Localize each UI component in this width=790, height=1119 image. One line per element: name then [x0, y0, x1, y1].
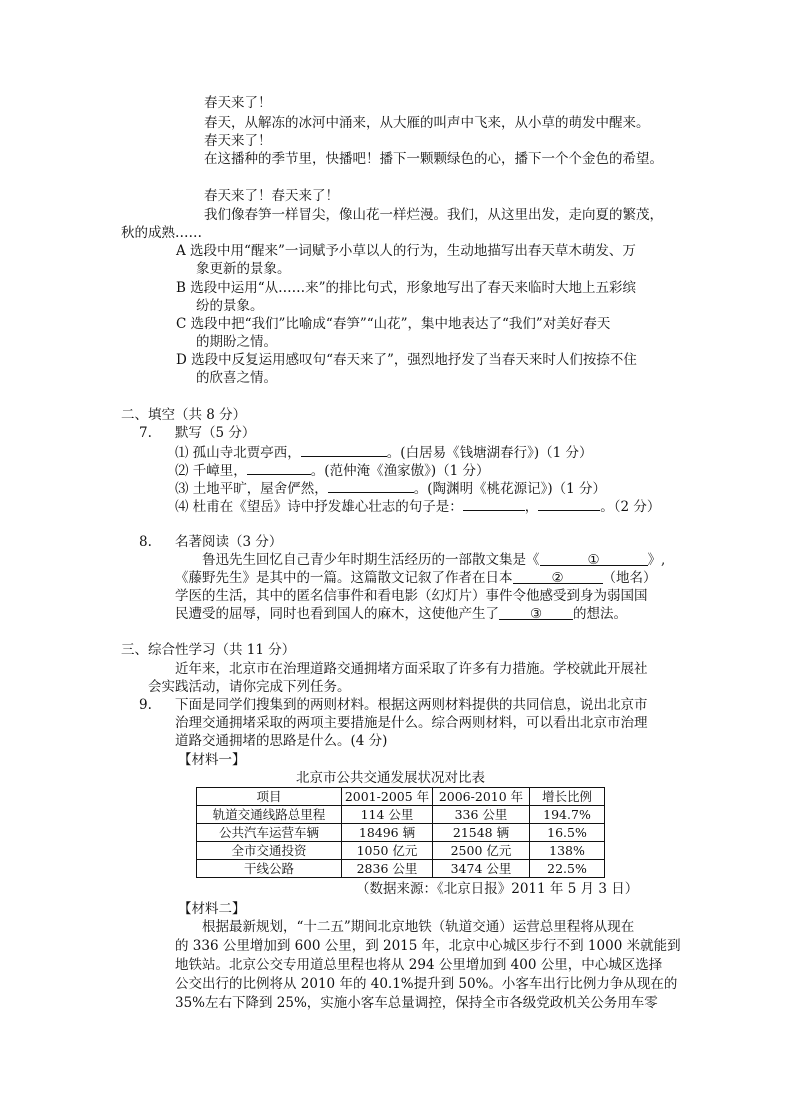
option-b-line-1: B 选段中运用“从……来”的排比句式，形象地写出了春天来临时大地上五彩缤 [176, 280, 637, 296]
table-title: 北京市公共交通发展状况对比表 [296, 770, 485, 786]
question-9-number: 9. [139, 697, 152, 713]
material-2-label: 【材料二】 [178, 901, 246, 917]
q8-line-1-text: 鲁迅先生回忆自己青少年时期生活经历的一部散文集是《 [202, 552, 540, 568]
option-a-line-1: A 选段中用“醒来”一词赋予小草以人的行为，生动地描写出春天草木萌发、万 [176, 243, 636, 259]
question-8-title: 名著阅读（3 分） [175, 534, 283, 550]
q8-line-3: 学医的生活，其中的匿名信事件和看电影（幻灯片）事件令他感受到身为弱国国 [175, 588, 648, 604]
material-2-line-4: 公交出行的比例将从 2010 年的 40.1%提升到 50%。小客车出行比例力争从现在的 [175, 976, 678, 992]
option-d-line-1: D 选段中反复运用感叹句“春天来了”，强烈地抒发了当春天来时人们按捺不住 [176, 352, 637, 368]
table-row [197, 842, 605, 860]
table-source: （数据来源：《北京日报》2011 年 5 月 3 日） [356, 881, 639, 897]
q7-item-1 [175, 442, 592, 462]
q8-line-4-text: 民遭受的屈辱，同时也看到国人的麻木，这使他产生了 [175, 606, 499, 622]
section-3-intro-line-1: 近年来，北京市在治理道路交通拥堵方面采取了许多有力措施。学校就此开展社 [175, 661, 648, 677]
table-row [197, 824, 605, 842]
q7-item-3-blank[interactable] [328, 478, 414, 493]
table-cell: 干线公路 [197, 860, 342, 878]
table-header-row [197, 788, 605, 806]
option-a-line-2: 象更新的景象。 [196, 261, 291, 277]
table-header-cell: 2001-2005 年 [342, 788, 433, 806]
table-cell: 3474 公里 [433, 860, 530, 878]
q8-blank-2[interactable] [513, 569, 603, 584]
q7-item-1-prompt: ⑴ 孤山寺北贾亭西， [175, 445, 301, 461]
q7-item-1-blank[interactable] [301, 442, 387, 457]
section-2-heading: 二、填空（共 8 分） [121, 407, 247, 423]
table-header-cell: 增长比例 [530, 788, 605, 806]
q7-item-4-prompt: ⑷ 杜甫在《望岳》诗中抒发雄心壮志的句子是： [175, 499, 463, 515]
table-cell: 18496 辆 [342, 824, 433, 842]
q9-line-2: 治理交通拥堵采取的两项主要措施是什么。综合两则材料，可以看出北京市治理 [175, 715, 648, 731]
q9-line-1: 下面是同学们搜集到的两则材料。根据这两则材料提供的共同信息，说出北京市 [175, 697, 648, 713]
table-cell: 22.5% [530, 860, 605, 878]
q9-line-3: 道路交通拥堵的思路是什么。(4 分) [175, 733, 388, 749]
poem-line-7: 秋的成熟…… [121, 225, 202, 241]
q8-blank-3[interactable] [499, 605, 573, 620]
material-2-line-3: 地铁站。北京公交专用道总里程也将从 294 公里增加到 400 公里，中心城区选择 [175, 957, 663, 973]
q7-item-4-blank-1[interactable] [463, 496, 525, 511]
traffic-comparison-table [196, 787, 605, 878]
table-cell: 2836 公里 [342, 860, 433, 878]
table-header-cell: 项目 [197, 788, 342, 806]
option-d-line-2: 的欣喜之情。 [196, 370, 277, 386]
q7-item-3-prompt: ⑶ 土地平旷，屋舍俨然， [175, 481, 328, 497]
poem-line-4: 在这播种的季节里，快播吧！播下一颗颗绿色的心，播下一个个金色的希望。 [204, 151, 663, 167]
q7-item-2-source: 。(范仲淹《渔家傲》)（1 分） [310, 463, 490, 479]
q8-line-4 [175, 605, 627, 623]
q8-line-1 [202, 551, 665, 569]
material-2-line-2: 的 336 公里增加到 600 公里，到 2015 年，北京中心城区步行不到 1000 米就能到 [175, 938, 681, 954]
q8-line-2 [175, 569, 657, 587]
q7-item-4 [175, 496, 660, 516]
table-header-cell: 2006-2010 年 [433, 788, 530, 806]
q7-item-1-source: 。(白居易《钱塘湖春行》)（1 分） [386, 445, 593, 461]
table-cell: 16.5% [530, 824, 605, 842]
option-c-line-2: 的期盼之情。 [196, 334, 277, 350]
table-cell: 公共汽车运营车辆 [197, 824, 342, 842]
table-cell: 2500 亿元 [433, 842, 530, 860]
poem-line-3: 春天来了！ [204, 133, 272, 149]
material-1-label: 【材料一】 [178, 752, 246, 768]
q8-blank-1-mark: ① [587, 552, 600, 568]
q8-blank-3-mark: ③ [529, 606, 543, 622]
section-3-intro-line-2: 会实践活动，请你完成下列任务。 [148, 679, 351, 695]
table-cell: 1050 亿元 [342, 842, 433, 860]
table-cell: 全市交通投资 [197, 842, 342, 860]
q8-line-1-end: 》, [647, 552, 666, 568]
table-cell: 21548 辆 [433, 824, 530, 842]
q7-item-3 [175, 478, 606, 498]
poem-line-2: 春天，从解冻的冰河中涌来，从大雁的叫声中飞来，从小草的萌发中醒来。 [204, 115, 650, 131]
q8-line-2-text: 《藤野先生》是其中的一篇。这篇散文记叙了作者在日本 [175, 570, 513, 586]
poem-line-5: 春天来了！春天来了！ [204, 188, 339, 204]
q8-line-4-end: 的想法。 [573, 606, 627, 622]
question-7-number: 7. [139, 425, 152, 441]
material-2-line-1: 根据最新规划，“十二五”期间北京地铁（轨道交通）运营总里程将从现在 [202, 919, 635, 935]
material-2-line-5: 35%左右下降到 25%，实施小客车总量调控，保持全市各级党政机关公务用车零 [175, 995, 658, 1011]
option-b-line-2: 纷的景象。 [196, 298, 264, 314]
table-cell: 轨道交通线路总里程 [197, 806, 342, 824]
table-cell: 194.7% [530, 806, 605, 824]
table-row [197, 806, 605, 824]
table-cell: 336 公里 [433, 806, 530, 824]
q8-blank-2-mark: ② [551, 570, 564, 586]
q7-item-2-blank[interactable] [247, 460, 311, 475]
section-3-heading: 三、综合性学习（共 11 分） [121, 642, 296, 658]
q8-blank-1[interactable] [540, 551, 648, 566]
table-cell: 114 公里 [342, 806, 433, 824]
q8-line-2-end: （地名） [602, 570, 657, 586]
question-7-title: 默写（5 分） [175, 425, 256, 441]
table-row [197, 860, 605, 878]
poem-line-1: 春天来了！ [204, 95, 272, 111]
q7-item-2 [175, 460, 489, 480]
question-8-number: 8. [139, 534, 152, 550]
poem-line-6: 我们像春笋一样冒尖，像山花一样烂漫。我们，从这里出发，走向夏的繁茂， [204, 207, 663, 223]
q7-item-4-separator: ， [524, 499, 539, 515]
q7-item-2-prompt: ⑵ 千嶂里， [175, 463, 247, 479]
q7-item-3-source: 。(陶渊明《桃花源记》)（1 分） [413, 481, 606, 497]
option-c-line-1: C 选段中把“我们”比喻成“春笋”“山花”，集中地表达了“我们”对美好春天 [176, 316, 611, 332]
table-cell: 138% [530, 842, 605, 860]
q7-item-4-points: 。（2 分） [600, 499, 661, 515]
q7-item-4-blank-2[interactable] [538, 496, 600, 511]
